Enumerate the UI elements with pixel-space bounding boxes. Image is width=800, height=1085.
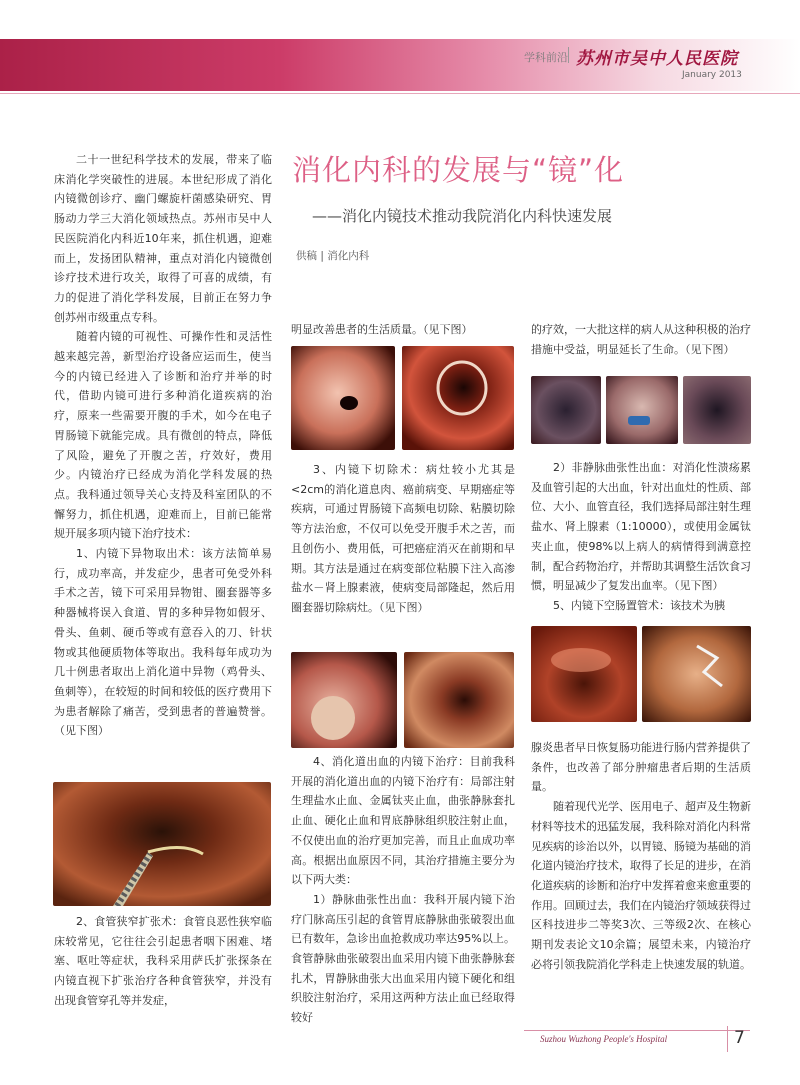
paragraph-resection: 3、内镜下切除术：病灶较小尤其是<2cm的消化道息肉、癌前病变、早期癌症等疾病，可通过胃肠镜下高频电切除、粘膜切除等方法治愈，不仅可以免受开腹手术之苦，而且创伤小、费用低，可把癌症消灭在前期和早期。其方法是通过在病变部位粘膜下注入高渗盐水－肾上腺素液，使病变局部隆起，然后用圈套器切除病灶。（见下图） xyxy=(291,463,515,614)
paragraph-variceal: 1）静脉曲张性出血：我科开展内镜下治疗门脉高压引起的食管胃底静脉曲张破裂出血已有数年，急诊出血抢救成功率达95%以上。食管静脉曲张破裂出血采用内镜下曲张静脉套扎术，胃静脉曲张大出血采用内镜下硬化和组织胶注射治疗，采用这两种方法止血已经取得较好 xyxy=(291,892,515,1025)
column-3-c xyxy=(531,738,751,974)
page-number: 7 xyxy=(727,1026,749,1052)
paragraph-endoscopy-era: 随着内镜的可视性、可操作性和灵活性越来越完善，新型治疗设备应运而生，使当今的内镜已经进入了诊断和治疗并举的时代，借助内镜可进行多种消化道疾病的治疗，原来一些需要开腹的手术，如今在电子胃肠镜下就能完成。具有微创的特点，降低了风险，避免了开腹之苦，疗效好，费用少。内镜治疗已经成为消化学科发展的热点。我科通过领导关心支持及科室团队的不懈努力，抓住机遇，迎难而上，目前已能常规开展多项内镜下治疗技术： xyxy=(54,330,272,541)
column-3-a xyxy=(531,320,751,359)
issue-date: January 2013 xyxy=(682,70,742,80)
paragraph-conclusion: 随着现代光学、医用电子、超声及生物新材料等技术的迅猛发展，我科除对消化内科常见疾病的诊治以外，以胃镜、肠镜为基础的消化道内镜治疗技术，取得了长足的进步，在消化道疾病的诊断和治疗中发挥着愈来愈重要的作用。回顾过去，我们在内镜治疗领域获得过区科技进步二等奖3次、三等级2次、在核心期刊发表论文10余篇；展望未来，内镜治疗必将引领我院消化学科走上快速发展的轨道。 xyxy=(531,800,751,971)
paragraph-foreign-body: 1、内镜下异物取出术：该方法简单易行，成功率高，并发症少，患者可免受外科手术之苦，镜下可采用异物钳、圈套器等多种器械将误入食道、胃的多种异物如假牙、骨头、鱼刺、硬币等或有意吞入的刀、针状物或其他硬质物体等取出。我科每年成功为几十例患者取出上消化道中异物（鸡骨头、鱼刺等），在较短的时间和较低的医疗费用下为患者解除了痛苦，受到患者的普遍赞誉。（见下图） xyxy=(54,547,272,738)
variceal-image-1 xyxy=(531,376,601,444)
column-1-top xyxy=(54,150,272,741)
paragraph-intro: 二十一世纪科学技术的发展，带来了临床消化学突破性的进展。本世纪形成了消化内镜微创诊疗、幽门螺旋杆菌感染研究、胃肠动力学三大消化领域热点。苏州市吴中人民医院消化内科近10年来，抓住机遇，迎难而上，发扬团队精神，重点对消化内镜微创诊疗技术进行攻关，取得了可喜的成绩，有力的促进了消化学科发展，目前正在努力争创苏州市级重点专科。 xyxy=(54,153,272,324)
paragraph-jejunal: 5、内镜下空肠置管术：该技术为胰 xyxy=(553,598,725,612)
variceal-image-3 xyxy=(683,376,751,444)
column-2-c xyxy=(291,752,515,1028)
jejunal-image-1 xyxy=(531,626,637,722)
column-2-b xyxy=(291,460,515,618)
dilation-image-1 xyxy=(291,346,395,450)
article-subtitle: ——消化内镜技术推动我院消化内科快速发展 xyxy=(312,207,613,225)
dilation-image-2 xyxy=(402,346,514,450)
resection-image-1 xyxy=(291,652,397,748)
jejunal-image-2 xyxy=(642,626,751,722)
paragraph-variceal-cont: 的疗效，一大批这样的病人从这种积极的治疗措施中受益，明显延长了生命。（见下图） xyxy=(531,323,751,356)
paragraph-stricture: 2、食管狭窄扩张术：食管良恶性狭窄临床较常见，它往往会引起患者咽下困难、堵塞、呕吐等症状，我科采用萨氏扩张探条在内镜直视下扩张治疗各种食管狭窄，并没有出现食管穿孔等并发症， xyxy=(54,915,272,1007)
paragraph-bleeding: 4、消化道出血的内镜下治疗：目前我科开展的消化道出血的内镜下治疗有：局部注射生理盐水止血、金属钛夹止血，曲张静脉套扎止血、硬化止血和胃底静脉组织胶注射止血，不仅使出血的治疗更加完善，而且止血成功率高。根据出血原因不同，其治疗措施主要分为以下两大类： xyxy=(291,755,515,887)
resection-image-2 xyxy=(404,652,514,748)
footer-rule xyxy=(524,1030,750,1031)
footer-hospital: Suzhou Wuzhong People's Hospital xyxy=(540,1034,668,1044)
column-2-a xyxy=(291,320,515,340)
section-label: 学科前沿 xyxy=(524,51,568,64)
header-separator xyxy=(568,47,569,63)
article-title: 消化内科的发展与“镜”化 xyxy=(292,153,625,187)
paragraph-dilation-cont: 明显改善患者的生活质量。（见下图） xyxy=(291,323,473,336)
hospital-name: 苏州市吴中人民医院 xyxy=(576,49,738,69)
variceal-image-2 xyxy=(606,376,678,444)
column-1-bottom xyxy=(54,912,272,1011)
article-byline: 供稿 | 消化内科 xyxy=(296,250,370,262)
header-rule xyxy=(0,93,800,94)
column-3-b xyxy=(531,458,751,616)
foreign-body-image xyxy=(53,782,271,906)
paragraph-nonvariceal: 2）非静脉曲张性出血：对消化性溃疡累及血管引起的大出血，针对出血灶的性质、部位、大小、血管直径，我们选择局部注射生理盐水、肾上腺素（1:10000），或使用金属钛夹止血，使98%以上病人的病情得到满意控制，配合药物治疗，并帮助其调整生活饮食习惯，明显减少了复发出血率。（见下图） xyxy=(531,461,751,593)
paragraph-jejunal-cont: 腺炎患者早日恢复肠功能进行肠内营养提供了条件，也改善了部分肿瘤患者后期的生活质量。 xyxy=(531,741,751,794)
